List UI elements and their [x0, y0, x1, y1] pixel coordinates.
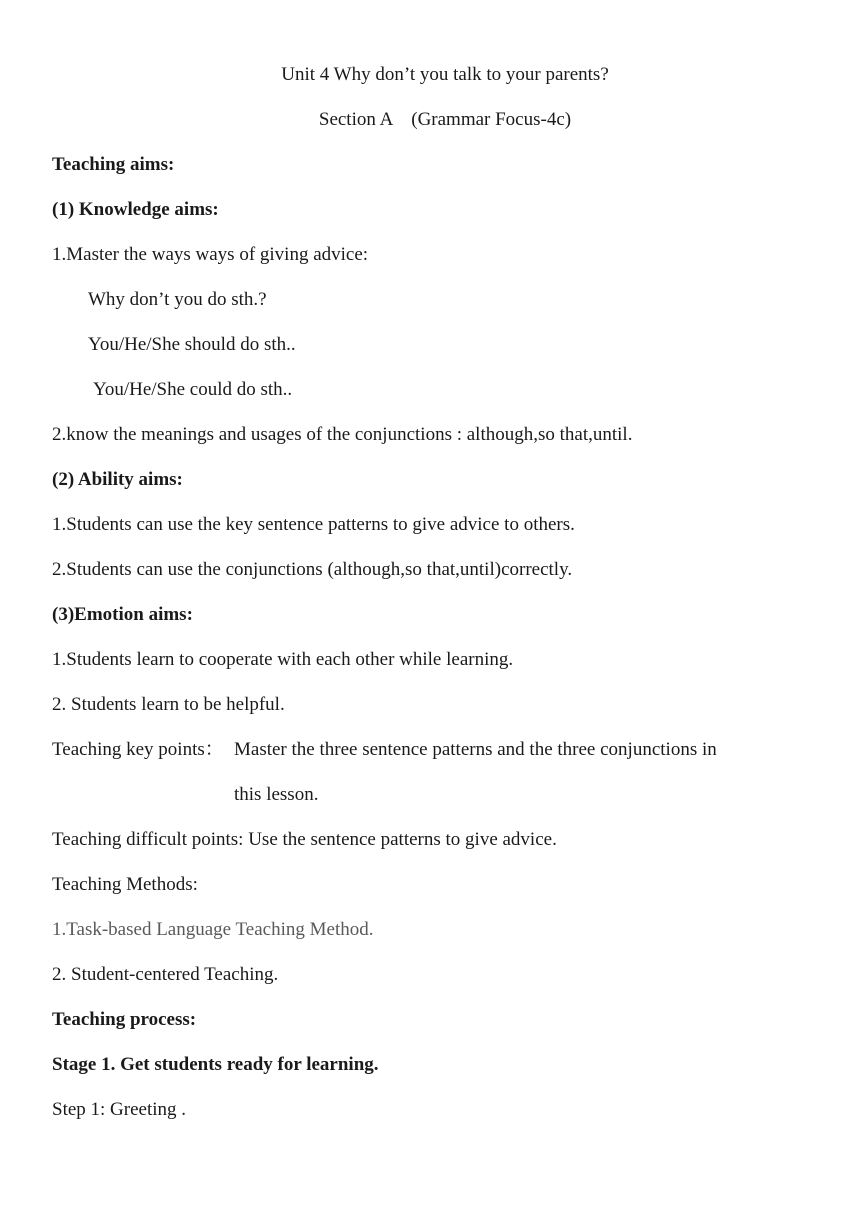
- emotion-aims-heading: (3)Emotion aims:: [52, 604, 193, 625]
- ability-aim-item: 2.Students can use the conjunctions (although,so that,until)correctly.: [52, 559, 573, 580]
- teaching-methods-heading: Teaching Methods:: [52, 874, 198, 895]
- teaching-process-heading: Teaching process:: [52, 1009, 197, 1030]
- key-points-label: Teaching key points：: [52, 739, 224, 760]
- ability-aim-item: 1.Students can use the key sentence patterns to give advice to others.: [52, 514, 575, 535]
- stage-heading: Stage 1. Get students ready for learning.: [52, 1054, 379, 1075]
- teaching-method-item: 1.Task-based Language Teaching Method.: [52, 919, 374, 940]
- knowledge-aim-item: 2.know the meanings and usages of the conjunctions : although,so that,until.: [52, 424, 633, 445]
- emotion-aim-item: 1.Students learn to cooperate with each other while learning.: [52, 649, 514, 670]
- sentence-pattern: Why don’t you do sth.?: [88, 289, 267, 310]
- sentence-pattern: You/He/She should do sth..: [88, 334, 296, 355]
- key-points-text-continued: this lesson.: [234, 784, 319, 805]
- key-points-text: Master the three sentence patterns and the three conjunctions in: [234, 739, 717, 760]
- difficult-points: Teaching difficult points: Use the sentence patterns to give advice.: [52, 829, 557, 850]
- knowledge-aim-item: 1.Master the ways ways of giving advice:: [52, 244, 369, 265]
- step-item: Step 1: Greeting .: [52, 1099, 187, 1120]
- emotion-aim-item: 2. Students learn to be helpful.: [52, 694, 285, 715]
- ability-aims-heading: (2) Ability aims:: [52, 469, 183, 490]
- sentence-pattern: You/He/She could do sth..: [93, 379, 293, 400]
- teaching-aims-heading: Teaching aims:: [52, 154, 175, 175]
- knowledge-aims-heading: (1) Knowledge aims:: [52, 199, 219, 220]
- document-subtitle: Section A (Grammar Focus-4c): [318, 109, 572, 130]
- teaching-method-item: 2. Student-centered Teaching.: [52, 964, 279, 985]
- document-title: Unit 4 Why don’t you talk to your parents?: [281, 64, 609, 85]
